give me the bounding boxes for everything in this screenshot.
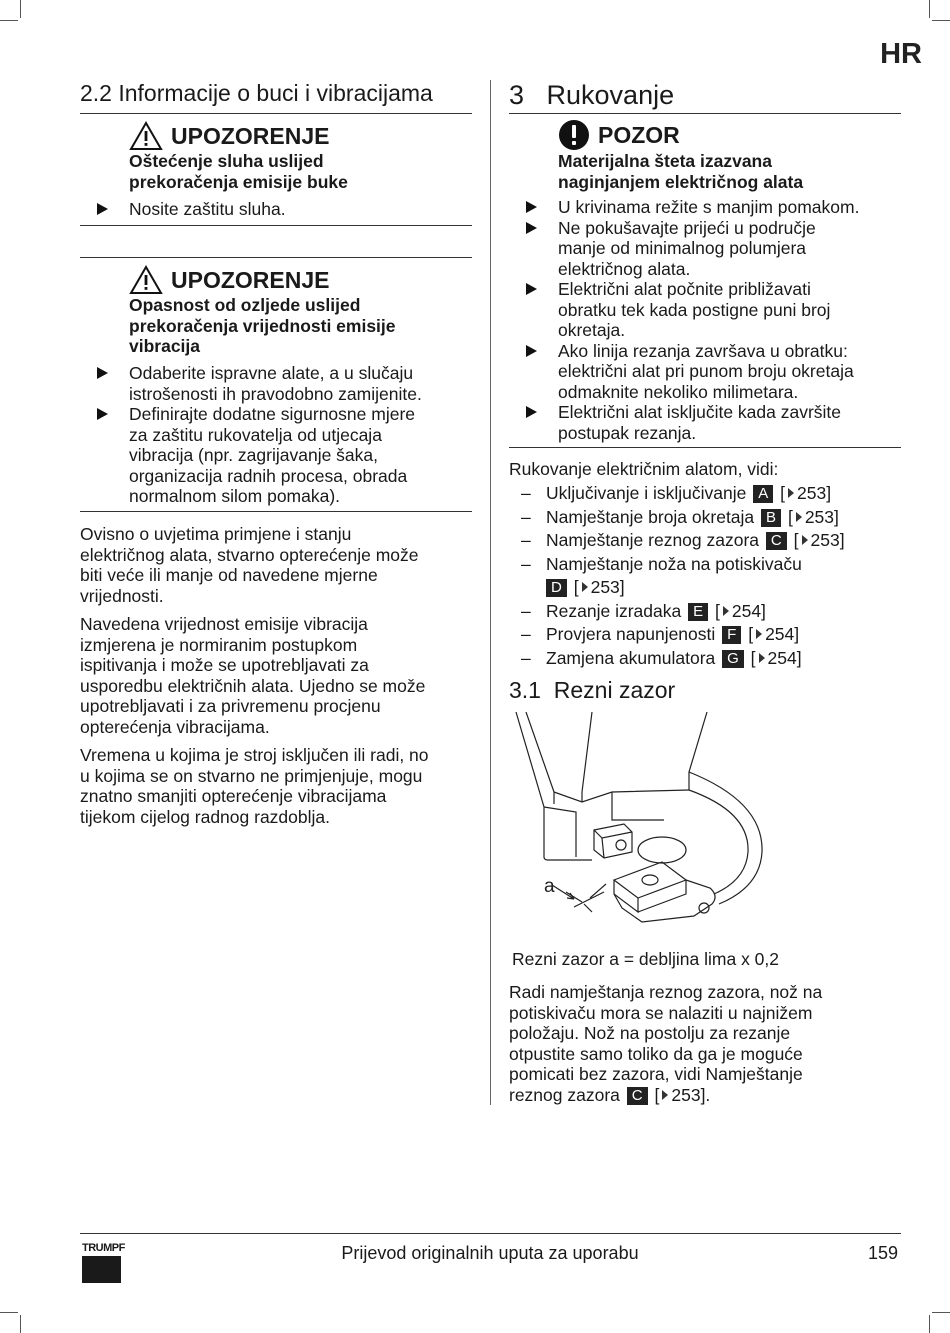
- text-line: znatno smanjiti opterećenje vibracijama: [80, 786, 387, 806]
- warning-subtitle: [129, 151, 348, 192]
- notice-title: [558, 119, 680, 151]
- page-ref[interactable]: 253]: [804, 506, 839, 527]
- page-number: 159: [867, 1243, 898, 1263]
- figure-label-a: a: [544, 876, 555, 897]
- reference-list: [509, 482, 901, 670]
- text-line: Navedena vrijednost emisije vibracija: [80, 614, 368, 634]
- warning-title-text: UPOZORENJE: [171, 122, 330, 149]
- text-line: usporedbu električnih alata. Ujedno se može: [80, 675, 426, 696]
- section-title-2-2: 2.2 Informacije o buci i vibracijama: [80, 80, 433, 106]
- warning-subtitle-line: Opasnost od ozljede uslijed: [129, 295, 361, 315]
- warning-subtitle-line: prekoračenja vrijednosti emisije: [129, 315, 396, 336]
- bullet-arrow-icon: [526, 406, 537, 418]
- reference-item[interactable]: [509, 600, 901, 624]
- page-ref-arrow-icon: [788, 488, 794, 498]
- warning-bullets: [80, 199, 286, 220]
- warning-subtitle-line: Oštećenje sluha uslijed: [129, 151, 324, 171]
- page-ref[interactable]: 254]: [767, 647, 802, 668]
- reference-text: Namještanje broja okretaja: [546, 506, 755, 527]
- crop-mark: [20, 1315, 21, 1333]
- figure-letter-badge: C: [627, 1087, 648, 1105]
- shear-illustration: [514, 712, 774, 934]
- divider: [509, 113, 901, 114]
- text-line: položaju. Nož na postolju za rezanje: [509, 1023, 791, 1043]
- text-line: pomicati bez zazora, vidi Namještanje: [509, 1064, 803, 1084]
- dash: –: [521, 506, 531, 527]
- list-item-text: U krivinama režite s manjim pomakom.: [558, 197, 860, 217]
- divider: [80, 511, 472, 512]
- bracket: [: [750, 647, 756, 668]
- divider: [80, 225, 472, 226]
- figure-letter-badge: D: [546, 579, 567, 597]
- warning-bullets: [80, 363, 422, 507]
- reference-item[interactable]: [509, 482, 901, 506]
- bracket: [: [714, 600, 720, 621]
- divider: [80, 113, 472, 114]
- page-ref-arrow-icon: [662, 1090, 668, 1100]
- page-ref[interactable]: 254]: [765, 624, 800, 644]
- list-item-text: organizacija radnih procesa, obrada: [129, 465, 408, 486]
- text-line: Radi namještanja reznog zazora, nož na: [509, 982, 823, 1002]
- warning-subtitle-line: vibracija: [129, 336, 201, 356]
- crop-mark: [0, 1312, 18, 1313]
- bracket: [: [748, 624, 754, 644]
- reference-item[interactable]: [509, 647, 901, 671]
- list-item-text: Nosite zaštitu sluha.: [129, 199, 286, 219]
- list-item: [80, 363, 422, 404]
- bracket: [: [793, 530, 799, 550]
- text-line: ispitivanja i može se upotrebljavati za: [80, 655, 369, 675]
- warning-title-text: UPOZORENJE: [171, 266, 330, 293]
- figure-letter-badge: F: [722, 626, 741, 644]
- reference-item[interactable]: [509, 506, 901, 530]
- page-ref-arrow-icon: [802, 535, 808, 545]
- list-item-text: okretaja.: [558, 320, 626, 340]
- list-item-text: normalnom silom pomaka).: [129, 486, 341, 506]
- paragraph: [80, 745, 429, 827]
- bullet-arrow-icon: [97, 408, 108, 420]
- figure-letter-badge: G: [722, 650, 744, 668]
- warning-title: [129, 265, 329, 295]
- list-item: [80, 404, 422, 507]
- text-line: izmjerena je normiranim postupkom: [80, 634, 358, 655]
- bracket: [: [654, 1084, 660, 1105]
- page-ref-arrow-icon: [759, 653, 765, 663]
- notice-subtitle-line: Materijalna šteta izazvana: [558, 151, 772, 171]
- figure-letter-badge: B: [761, 509, 781, 527]
- reference-item[interactable]: [509, 553, 901, 600]
- crop-mark: [0, 20, 18, 21]
- bullet-arrow-icon: [526, 345, 537, 357]
- footer-divider: [80, 1233, 901, 1234]
- reference-item[interactable]: [509, 529, 901, 553]
- text-line: u kojima se on stvarno ne primjenjuje, mogu: [80, 765, 423, 786]
- reference-text: Provjera napunjenosti: [546, 624, 716, 644]
- figure-caption: Rezni zazor a = debljina lima x 0,2: [512, 949, 780, 969]
- paragraph: [80, 614, 425, 737]
- reference-text: Namještanje noža na potiskivaču: [546, 553, 802, 574]
- text-line: vrijednosti.: [80, 585, 164, 606]
- list-item-text: vibracija (npr. zagrijavanje šaka,: [129, 445, 379, 465]
- text-line: otpustite samo toliko da ga je moguće: [509, 1043, 803, 1064]
- dash: –: [521, 483, 531, 503]
- dash: –: [521, 600, 531, 621]
- text-line: potiskivaču mora se nalaziti u najnižem: [509, 1002, 813, 1023]
- page-ref-arrow-icon: [756, 629, 762, 639]
- list-item-text: odmaknite nekoliko milimetara.: [558, 381, 799, 402]
- bullet-arrow-icon: [526, 283, 537, 295]
- exclamation-circle-icon: [558, 119, 590, 151]
- page-ref[interactable]: 253].: [671, 1084, 711, 1105]
- reference-text: Uključivanje i isključivanje: [546, 483, 747, 503]
- dash: –: [521, 647, 531, 668]
- list-item: [509, 341, 859, 403]
- figure-letter-badge: E: [688, 603, 708, 621]
- text-line: opterećenja vibracijama.: [80, 716, 270, 737]
- text-line: upotrebljavati i za privremenu procjenu: [80, 696, 381, 716]
- subsection-title-3-1: 3.1 Rezni zazor: [509, 677, 676, 703]
- text-line: biti veće ili manje od navedene mjerne: [80, 565, 378, 585]
- notice-title-text: POZOR: [598, 121, 680, 148]
- figure-letter-badge: C: [766, 532, 787, 550]
- crop-mark: [20, 0, 21, 18]
- notice-subtitle: [558, 151, 803, 192]
- dash: –: [521, 624, 531, 644]
- paragraph: [80, 524, 419, 606]
- warning-triangle-icon: [129, 121, 163, 151]
- divider: [80, 257, 472, 258]
- warning-subtitle: [129, 295, 396, 357]
- warning-subtitle-line: prekoračenja emisije buke: [129, 171, 348, 192]
- intro-text: Rukovanje električnim alatom, vidi:: [509, 459, 779, 479]
- list-item: [80, 199, 286, 220]
- list-item: [509, 279, 859, 341]
- page-ref[interactable]: 254]: [731, 600, 766, 621]
- column-divider: [490, 80, 491, 1105]
- text-fragment: reznog zazora: [509, 1084, 620, 1105]
- figure-letter-badge: A: [753, 485, 773, 503]
- bullet-arrow-icon: [526, 201, 537, 213]
- list-item-text: Definirajte dodatne sigurnosne mjere: [129, 404, 415, 424]
- paragraph: [509, 982, 822, 1105]
- list-item-text: za zaštitu rukovatelja od utjecaja: [129, 424, 382, 445]
- page-ref-arrow-icon: [723, 606, 729, 616]
- list-item-text: električnog alata.: [558, 258, 691, 279]
- list-item-text: Električni alat počnite približavati: [558, 279, 811, 299]
- logo-wordmark: TRUMPF: [82, 1242, 125, 1254]
- crop-mark: [932, 1312, 950, 1313]
- warning-triangle-icon: [129, 265, 163, 295]
- text-line: električnog alata, stvarno opterećenje može: [80, 544, 419, 565]
- page-ref[interactable]: 253]: [590, 577, 625, 597]
- text-line: Vremena u kojima je stroj isključen ili radi, no: [80, 745, 429, 765]
- list-item-text: istrošenosti ih pravodobno zamijenite.: [129, 383, 422, 404]
- bracket: [: [573, 577, 579, 597]
- bullet-arrow-icon: [97, 203, 108, 215]
- section-title-3: 3 Rukovanje: [509, 80, 675, 110]
- list-item-text: električni alat pri punom broju okretaja: [558, 361, 854, 381]
- list-item-text: obratku tek kada postigne puni broj: [558, 299, 831, 320]
- list-item-text: postupak rezanja.: [558, 422, 697, 443]
- cutting-gap-figure: [514, 712, 774, 934]
- list-item-text: Odaberite ispravne alate, a u slučaju: [129, 363, 414, 383]
- list-item-text: manje od minimalnog polumjera: [558, 238, 807, 258]
- bracket: [: [787, 506, 793, 527]
- footer-title: Prijevod originalnih uputa za uporabu: [341, 1243, 639, 1263]
- list-item: [509, 218, 859, 280]
- reference-item[interactable]: [509, 623, 901, 647]
- notice-subtitle-line: naginjanjem električnog alata: [558, 171, 804, 192]
- page-ref-arrow-icon: [582, 582, 588, 592]
- bracket: [: [780, 483, 785, 503]
- crop-mark: [929, 1315, 930, 1333]
- dash: –: [521, 553, 531, 574]
- dash: –: [521, 530, 531, 550]
- list-item-text: Električni alat isključite kada završite: [558, 402, 842, 422]
- reference-text: Zamjena akumulatora: [546, 647, 716, 668]
- divider: [509, 447, 901, 448]
- reference-text: Rezanje izradaka: [546, 600, 682, 621]
- reference-text: Namještanje reznog zazora: [546, 530, 760, 550]
- list-item: [509, 402, 859, 443]
- warning-title: [129, 121, 329, 151]
- text-line: [509, 1085, 822, 1106]
- bullet-arrow-icon: [97, 367, 108, 379]
- page-ref[interactable]: 253]: [797, 483, 832, 503]
- text-line: Ovisno o uvjetima primjene i stanju: [80, 524, 352, 544]
- list-item: [509, 197, 859, 218]
- crop-mark: [932, 20, 950, 21]
- bullet-arrow-icon: [526, 222, 537, 234]
- page-ref[interactable]: 253]: [810, 530, 845, 550]
- list-item-text: Ako linija rezanja završava u obratku:: [558, 340, 848, 361]
- page-ref-arrow-icon: [796, 512, 802, 522]
- language-code: HR: [880, 38, 922, 70]
- text-line: tijekom cijelog radnog razdoblja.: [80, 806, 330, 827]
- notice-bullets: [509, 197, 859, 443]
- crop-mark: [929, 0, 930, 18]
- list-item-text: Ne pokušavajte prijeći u područje: [558, 217, 816, 238]
